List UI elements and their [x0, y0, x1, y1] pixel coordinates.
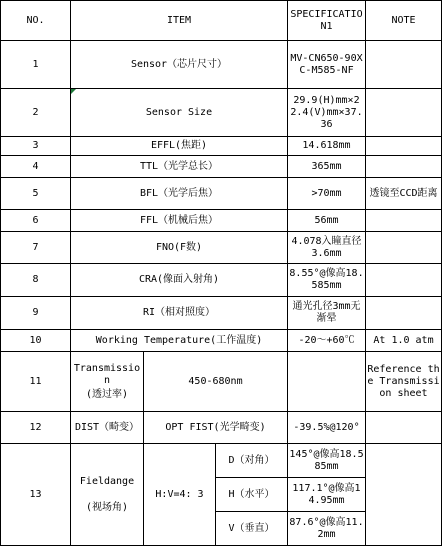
row-note: [366, 444, 442, 546]
row-ratio: H:V=4: 3: [144, 444, 216, 546]
table-row: [1, 41, 442, 89]
row-subitem: [71, 444, 144, 546]
row-item: RI（相对照度）: [71, 297, 288, 330]
fov-direction: D（对角）: [216, 444, 288, 478]
row-no: 9: [1, 297, 71, 330]
fov-spec: 87.6°@像高11.2mm: [288, 512, 366, 546]
row-no: 5: [1, 178, 71, 210]
row-item: Sensor Size: [71, 89, 288, 137]
row-item: FFL（机械后焦）: [71, 210, 288, 232]
row-spec: 14.618mm: [288, 137, 366, 156]
row-spec: >70mm: [288, 178, 366, 210]
header-item: ITEM: [71, 1, 288, 41]
row-item: CRA(像面入射角): [71, 264, 288, 297]
fov-spec: 117.1°@像高14.95mm: [288, 478, 366, 512]
row-no: 1: [1, 41, 71, 89]
row-item: FNO(F数): [71, 232, 288, 264]
fov-spec: 145°@像高18.585mm: [288, 444, 366, 478]
row-item: BFL（光学后焦）: [71, 178, 288, 210]
row-subitem-detail: OPT FIST(光学畸变): [144, 412, 288, 444]
table-row: [1, 412, 442, 444]
row-no: 10: [1, 330, 71, 352]
table-row: [1, 264, 442, 297]
table-row: [1, 330, 442, 352]
row-item: TTL（光学总长）: [71, 156, 288, 178]
row-spec: -39.5%@120°: [288, 412, 366, 444]
row-no: 13: [1, 444, 71, 546]
table-row: [1, 178, 442, 210]
fov-direction: H（水平）: [216, 478, 288, 512]
row-subitem-label: Transmission: [73, 362, 141, 386]
row-spec: 365mm: [288, 156, 366, 178]
row-subitem: DIST（畸变）: [71, 412, 144, 444]
row-subitem: [71, 352, 144, 412]
table-row: [1, 444, 442, 478]
table-row: [1, 352, 442, 412]
row-spec: 29.9(H)mm×22.4(V)mm×37.36: [288, 89, 366, 137]
header-spec: SPECIFICATION1: [288, 1, 366, 41]
row-no: 4: [1, 156, 71, 178]
row-note: Reference the Transmission sheet: [366, 352, 442, 412]
table-row: [1, 210, 442, 232]
row-note: [366, 232, 442, 264]
row-no: 8: [1, 264, 71, 297]
table-row: [1, 137, 442, 156]
table-row: [1, 232, 442, 264]
row-note: [366, 137, 442, 156]
row-spec: [288, 352, 366, 412]
row-no: 7: [1, 232, 71, 264]
row-note: [366, 156, 442, 178]
row-spec: 8.55°@像高18.585mm: [288, 264, 366, 297]
row-note: [366, 89, 442, 137]
row-spec: 通光孔径3mm无渐晕: [288, 297, 366, 330]
row-note: 透镜至CCD距离: [366, 178, 442, 210]
row-spec: 4.078入瞳直径3.6mm: [288, 232, 366, 264]
row-note: [366, 264, 442, 297]
row-subitem-label: Fieldange: [79, 475, 135, 487]
header-note: NOTE: [366, 1, 442, 41]
header-no: NO.: [1, 1, 71, 41]
row-note: At 1.0 atm: [366, 330, 442, 352]
row-item: Sensor（芯片尺寸）: [71, 41, 288, 89]
row-spec: MV-CN650-90XC-M585-NF: [288, 41, 366, 89]
row-no: 12: [1, 412, 71, 444]
row-item: EFFL(焦距): [71, 137, 288, 156]
fov-direction: V（垂直）: [216, 512, 288, 546]
row-item: Working Temperature(工作温度): [71, 330, 288, 352]
row-subitem-label-cn: (透过率): [85, 388, 129, 400]
row-note: [366, 297, 442, 330]
row-note: [366, 412, 442, 444]
row-spec: -20～+60℃: [288, 330, 366, 352]
row-note: [366, 210, 442, 232]
table-row: [1, 297, 442, 330]
row-no: 2: [1, 89, 71, 137]
row-no: 11: [1, 352, 71, 412]
table-row: [1, 156, 442, 178]
table-row: [1, 89, 442, 137]
row-no: 3: [1, 137, 71, 156]
row-no: 6: [1, 210, 71, 232]
row-spec: 56mm: [288, 210, 366, 232]
header-row: [1, 1, 442, 41]
row-subitem-label-cn: (视场角): [85, 501, 129, 513]
row-note: [366, 41, 442, 89]
row-range: 450-680nm: [144, 352, 288, 412]
